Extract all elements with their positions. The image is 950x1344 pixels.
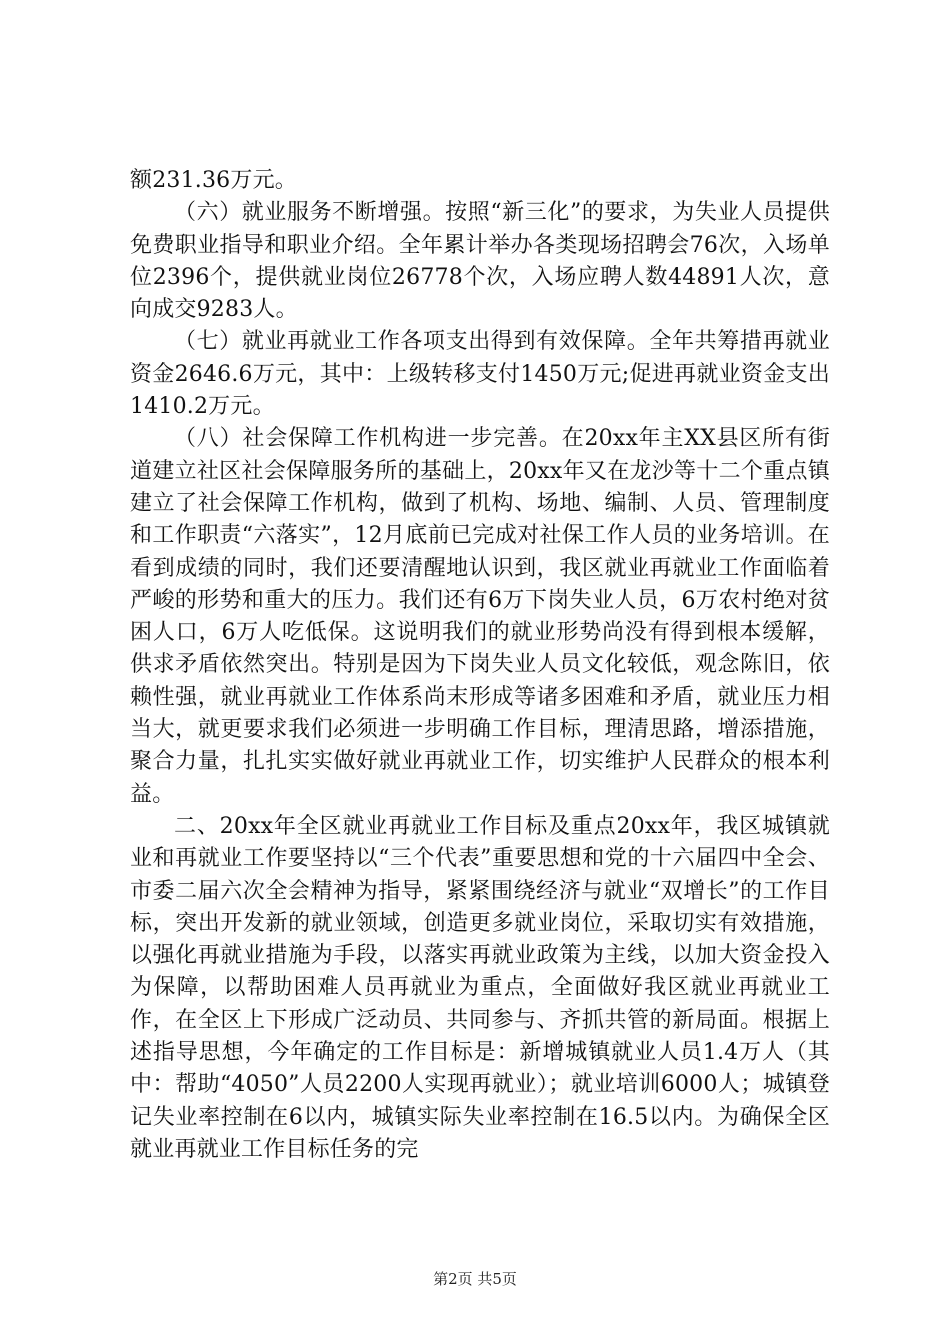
paragraph-goals-and-priorities: 二、20xx年全区就业再就业工作目标及重点20xx年，我区城镇就业和再就业工作要坚持以“三个代表”重要思想和党的十六届四中全会、市委二届六次全会精神为指导，紧紧围绕经济与就业“双增长”的工作目标，突出开发新的就业领域，创造更多就业岗位，采取切实有效措施，以强化再就业措施为手段，以落实再就业政策为主线，以加大资金投入为保障，以帮助困难人员再就业为重点，全面做好我区就业再就业工作，在全区上下形成广泛动员、共同参与、齐抓共管的新局面。根据上述指导思想，今年确定的工作目标是：新增城镇就业人员1.4万人（其中：帮助“4050”人员2200人实现再就业）；就业培训6000人；城镇登记失业率控制在6以内，城镇实际失业率控制在16.5以内。为确保全区就业再就业工作目标任务的完 <box>130 813 830 1162</box>
page-footer: 第2页 共5页 <box>433 1270 517 1288</box>
paragraph-employment-service: （六）就业服务不断增强。按照“新三化”的要求，为失业人员提供免费职业指导和职业介绍。全年累计举办各类现场招聘会76次，入场单位2396个，提供就业岗位26778个次，入场应聘人数44891人次，意向成交9283人。 <box>130 200 830 323</box>
paragraph-funding-guarantee: （七）就业再就业工作各项支出得到有效保障。全年共筹措再就业资金2646.6万元，其中：上级转移支付1450万元;促进再就业资金支出1410.2万元。 <box>130 329 830 420</box>
paragraph-continuation: 额231.36万元。 <box>130 168 297 193</box>
paragraph-social-security-institutions: （八）社会保障工作机构进一步完善。在20xx年主XX县区所有街道建立社区社会保障服务所的基础上，20xx年又在龙沙等十二个重点镇建立了社会保障工作机构，做到了机构、场地、编制、人员、管理制度和工作职责“六落实”，12月底前已完成对社保工作人员的业务培训。在看到成绩的同时，我们还要清醒地认识到，我区就业再就业工作面临着严峻的形势和重大的压力。我们还有6万下岗失业人员，6万农村绝对贫困人口，6万人吃低保。这说明我们的就业形势尚没有得到根本缓解，供求矛盾依然突出。特别是因为下岗失业人员文化较低，观念陈旧，依赖性强，就业再就业工作体系尚末形成等诸多困难和矛盾，就业压力相当大，就更要求我们必须进一步明确工作目标，理清思路，增添措施，聚合力量，扎扎实实做好就业再就业工作，切实维护人民群众的根本利益。 <box>130 426 830 807</box>
document-body <box>130 165 830 1166</box>
